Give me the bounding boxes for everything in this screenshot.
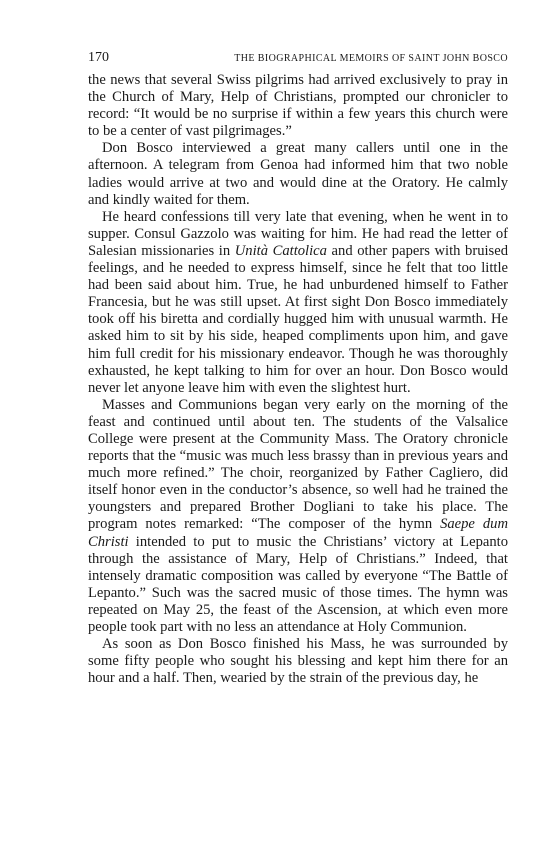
page-number: 170 [88, 50, 109, 65]
text-segment: and other papers with bruised feelings, and he needed to express himself, since he felt that too little had been said about him. True, he had unburdened himself to Father Francesia, but he was still upset. At first sight Don Bosco immediately took off his biretta and cordially hugged him with unusual warmth. He asked him to sit by his side, heaped compliments upon him, and gave him full credit for his missionary endeavor. Though he was thoroughly exhausted, he kept talking to him for over an hour. Don Bosco would never let anyone leave him with even the slightest hurt. [88, 242, 508, 396]
body-text [88, 72, 508, 687]
text-segment: Don Bosco interviewed a great many callers until one in the afternoon. A telegram from Genoa had informed him that two noble ladies would arrive at two and would dine at the Oratory. He calmly and kindly waited for them. [88, 140, 508, 208]
paragraph [88, 140, 508, 208]
text-segment: intended to put to music the Christians’ victory at Lepanto through the assistance of Mary, Help of Christians.” Indeed, that intensely dramatic composition was called by everyone “The Battle of Lepanto.” Such was the sacred music of those times. The hymn was repeated on May 25, the feast of the Ascension, at which even more people took part with no less an attendance at Holy Communion. [88, 533, 508, 635]
running-head [88, 50, 508, 72]
text-segment: Masses and Communions began very early on the morning of the feast and continued until about ten. The students of the Valsalice College were present at the Community Mass. The Oratory chronicle reports that the “music was much less brassy than in previous years and much more refined.” The choir, reorganized by Father Cagliero, did itself honor even in the conductor’s absence, so well had he trained the youngsters and prepared Brother Dogliani to take his place. The program notes remarked: “The composer of the hymn [88, 396, 508, 533]
paragraph [88, 636, 508, 687]
text-segment: He heard confessions till very late that evening, when he went in to supper. Consul Gazzolo was waiting for him. He had read the letter of Salesian missionaries in [88, 208, 508, 259]
italic-title-saepe-dum-christi: Saepe dum Christi [88, 516, 508, 550]
text-segment: As soon as Don Bosco finished his Mass, he was surrounded by some fifty people who sought his blessing and kept him there for an hour and a half. Then, wearied by the strain of the previous day, he [88, 636, 508, 687]
paragraph [88, 397, 508, 636]
text-segment: the news that several Swiss pilgrims had arrived exclusively to pray in the Church of Mary, Help of Christians, prompted our chronicler to record: “It would be no surprise if within a few years this church were to be a center of vast pilgrimages.” [88, 72, 508, 140]
paragraph [88, 72, 508, 140]
italic-title-unita-cattolica: Unità Cattolica [234, 242, 327, 259]
paragraph [88, 209, 508, 397]
book-page [88, 50, 508, 687]
running-title: THE BIOGRAPHICAL MEMOIRS OF SAINT JOHN BOSCO [234, 53, 508, 64]
